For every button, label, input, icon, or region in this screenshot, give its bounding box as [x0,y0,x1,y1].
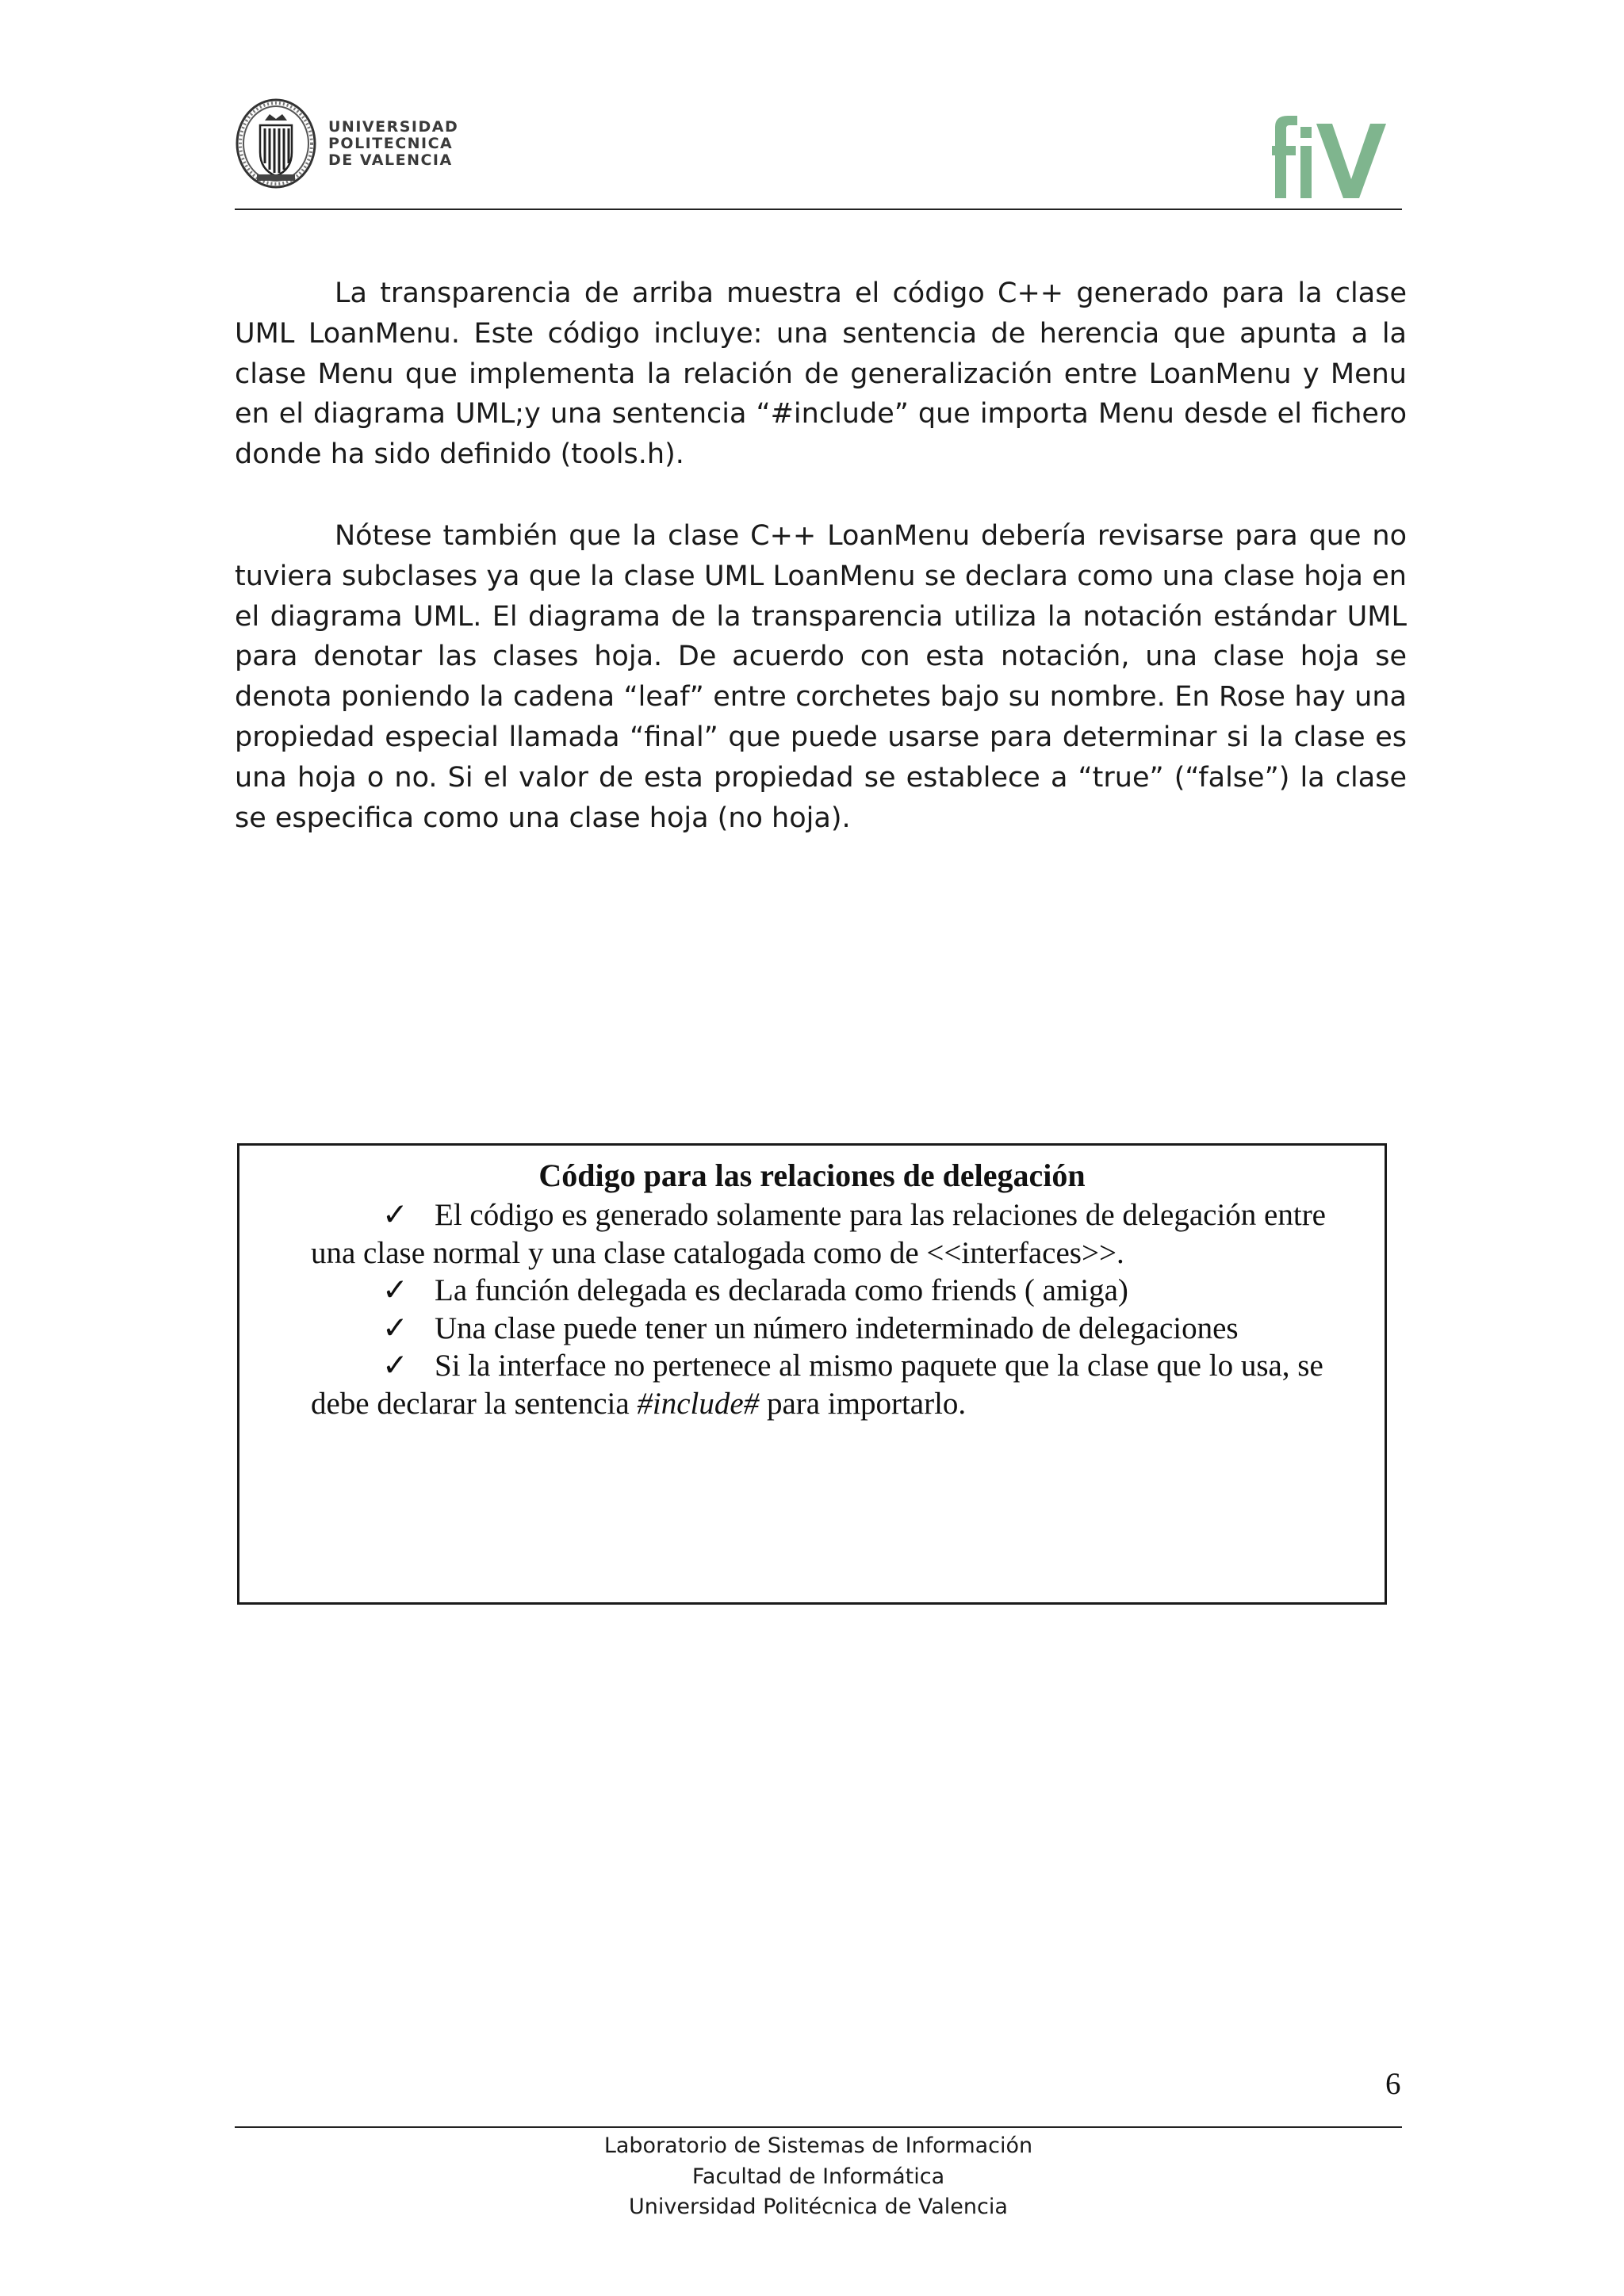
university-line: UNIVERSIDAD [328,117,459,136]
footer-line: Facultad de Informática [691,2164,945,2189]
checkmark-icon: ✓ [382,1273,408,1308]
list-item-text: El código es generado solamente para las relaciones de delegación entre una clase normal y una clase catalogada como de <<interfaces>>. [311,1198,1326,1270]
university-logo [235,97,458,190]
university-seal-icon [235,97,317,190]
footer-divider [235,2126,1402,2128]
body-paragraph: La transparencia de arriba muestra el código C++ generado para la clase UML LoanMenu. Este código incluye: una sentencia de herencia que apunta a la clase Menu que implementa la relación de generalización entre LoanMenu y Menu en el diagrama UML;y una sentencia “#include” que importa Menu desde el fichero donde ha sido definido (tools.h). [235,277,1407,471]
footer-line: Laboratorio de Sistemas de Información [603,2133,1033,2158]
university-name [328,119,458,169]
list-item-text: La función delegada es declarada como friends ( amiga) [435,1273,1128,1308]
checkmark-icon: ✓ [382,1311,408,1345]
slide-box-title: Código para las relaciones de delegación [538,1158,1086,1193]
body-paragraph: Nótese también que la clase C++ LoanMenu debería revisarse para que no tuviera subclases ya que la clase UML LoanMenu se declara como una clase hoja en el diagrama UML. El diagrama de la transparencia utiliza la notación estándar UML para denotar las clases hoja. De acuerdo con esta notación, una clase hoja se denota poniendo la cadena “leaf” entre corchetes bajo su nombre. En Rose hay una propiedad especial llamada “final” que puede usarse para determinar si la clase es una hoja o no. Si el valor de esta propiedad se establece a “true” (“false”) la clase se especifica como una clase hoja (no hoja). [235,520,1407,834]
page-number: 6 [1385,2067,1401,2101]
list-item-text-end: para importarlo. [759,1386,967,1421]
slide-box-list [311,1196,1358,1423]
faculty-logo [1272,116,1391,198]
header-divider [235,209,1402,210]
checkmark-icon: ✓ [382,1349,408,1383]
include-keyword: #include# [637,1386,760,1421]
list-item-text: Si la interface no pertenece al mismo paquete que la clase que lo usa, se debe declarar la sentencia [311,1349,1323,1421]
footer-line: Universidad Politécnica de Valencia [629,2195,1008,2219]
page-footer [235,2131,1402,2223]
list-item [311,1196,1358,1272]
slide-box [237,1143,1387,1605]
list-item-text: Una clase puede tener un número indeterminado de delegaciones [435,1311,1239,1345]
university-line: DE VALENCIA [328,151,453,169]
page-header [235,94,1402,211]
list-item [311,1347,1358,1422]
list-item [311,1272,1358,1310]
list-item [311,1310,1358,1348]
university-line: POLITECNICA [328,134,454,152]
checkmark-icon: ✓ [382,1198,408,1232]
